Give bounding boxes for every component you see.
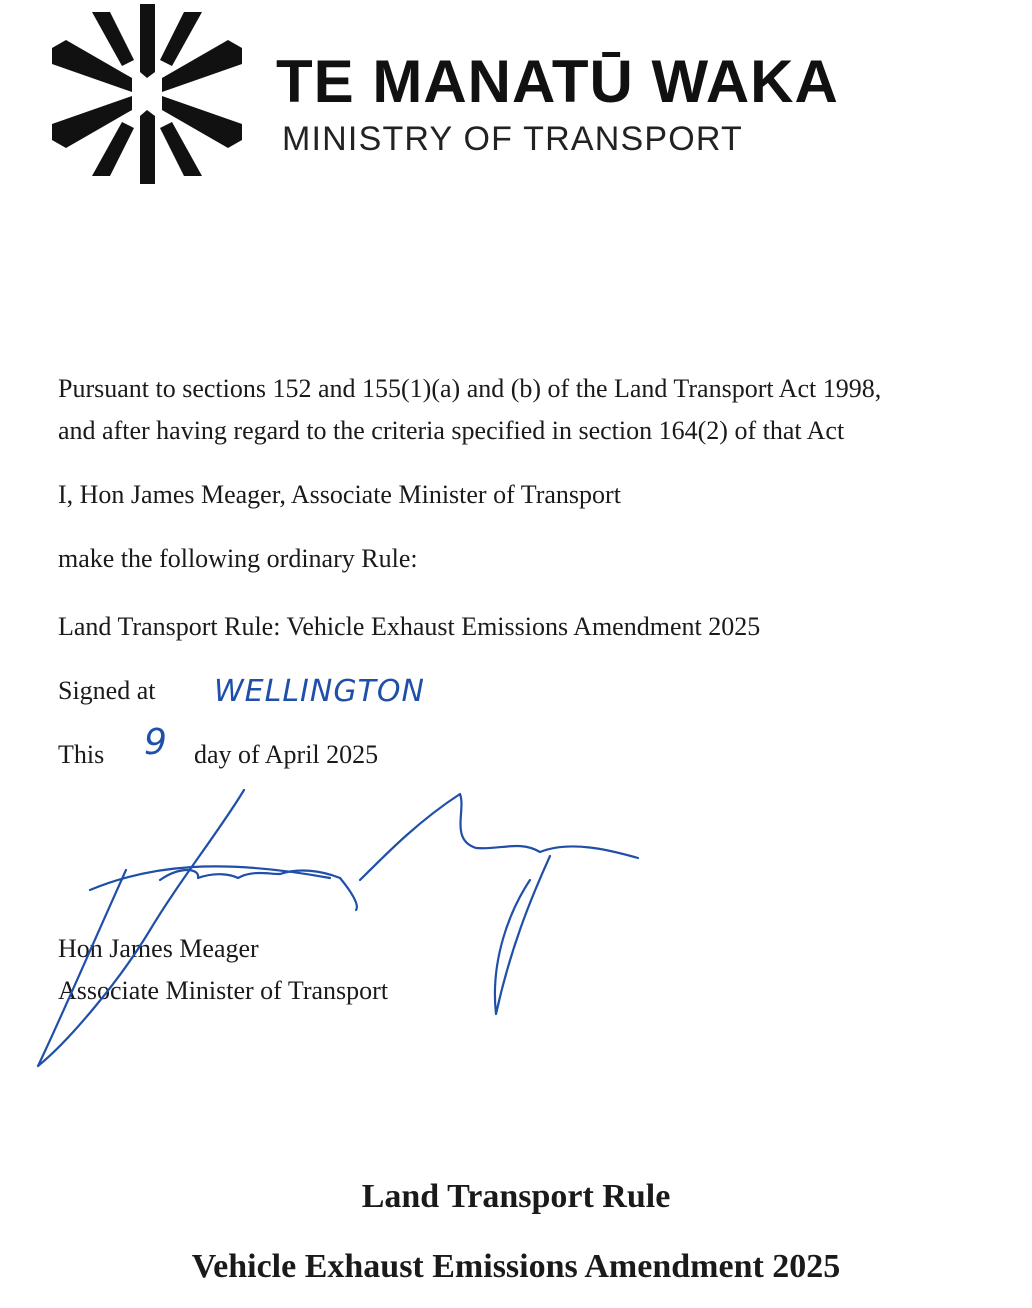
ministry-logo-icon — [52, 4, 242, 184]
rule-name: Land Transport Rule: Vehicle Exhaust Emissions Amendment 2025 — [58, 612, 761, 641]
preamble-line-2: and after having regard to the criteria specified in section 164(2) of that Act — [58, 416, 845, 445]
preamble-line-1: Pursuant to sections 152 and 155(1)(a) and (b) of the Land Transport Act 1998, — [58, 374, 882, 403]
document-subtitle: Vehicle Exhaust Emissions Amendment 2025 — [191, 1248, 841, 1285]
minister-statement: I, Hon James Meager, Associate Minister of Transport — [58, 480, 621, 509]
day-value: 9 — [144, 722, 167, 763]
date-suffix: day of April 2025 — [194, 740, 379, 769]
signed-at-value: WELLINGTON — [214, 674, 425, 709]
signatory-title: Associate Minister of Transport — [58, 976, 389, 1005]
organisation-name: TE MANATŪ WAKA — [276, 48, 839, 115]
this-label: This — [58, 740, 105, 769]
signed-at-label: Signed at — [58, 676, 156, 705]
document-title: Land Transport Rule — [361, 1178, 671, 1215]
signature — [30, 770, 650, 1080]
organisation-subtitle: MINISTRY OF TRANSPORT — [282, 120, 743, 158]
signatory-name: Hon James Meager — [58, 934, 259, 963]
make-rule-statement: make the following ordinary Rule: — [58, 544, 418, 573]
